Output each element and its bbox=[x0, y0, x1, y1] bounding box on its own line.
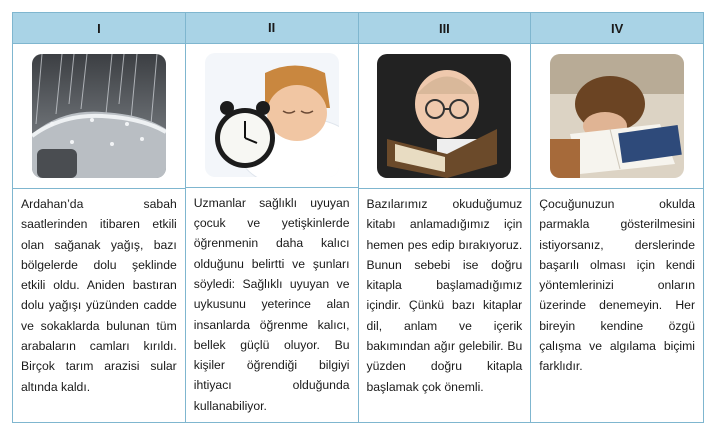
column-text: Bazılarımız okuduğumuz kitabı anlamadığımız için hemen pes edip bırakıyoruz. Bunun sebebi ise doğru kitapla başlamadığımız içindir. Çünkü bazı kitaplar dil, anlam ve içerik bakımından ağır gelebilir. Bu yüzden doğru kitapla başlamak çok önemli. bbox=[366, 197, 523, 394]
image-cell bbox=[13, 44, 185, 189]
sleeping-child-alarm-clock-photo bbox=[205, 53, 339, 177]
column-text: Uzmanlar sağlıklı uyuyan çocuk ve yetişkinlerde öğrenmenin daha kalıcı olduğunu belirtti ve şunları söyledi: Sağlıklı uyuyan ve uykusunu yeterince alan insanlarda öğrenme kalıcı, bellek güçlü oluyor. Bu kişiler öğrendiği bilgiyi ihtiyacı olduğunda kullanabiliyor. bbox=[193, 195, 350, 413]
comparison-table bbox=[12, 12, 704, 423]
hail-on-car-photo bbox=[32, 54, 166, 178]
baby-reading-book-photo bbox=[377, 54, 511, 178]
image-cell bbox=[186, 44, 358, 188]
image-cell bbox=[531, 44, 703, 189]
column-text: Çocuğunuzun okulda parmakla gösterilmesini istiyorsanız, derslerinde başarılı olması için kendi yöntemlerinizi onların üzerinde denemeyin. Her bireyin kendine özgü çalışma ve algılama biçimi farklıdır. bbox=[539, 197, 695, 374]
column-2 bbox=[186, 13, 359, 422]
column-text: Ardahan’da sabah saatlerinden itibaren etkili olan sağanak yağış, bazı bölgelerde dolu şeklinde etkili oldu. Aniden bastıran dolu yağışı yüzünden cadde ve sokaklarda bulunan tüm arabaların camları kırıldı. Birçok tarım arazisi sular altında kaldı. bbox=[21, 197, 177, 394]
boy-asleep-on-books-photo bbox=[550, 54, 684, 178]
column-1 bbox=[13, 13, 186, 422]
column-header: IV bbox=[531, 13, 703, 44]
column-header: I bbox=[13, 13, 185, 44]
column-header: II bbox=[186, 13, 358, 44]
column-header: III bbox=[359, 13, 531, 44]
column-4 bbox=[531, 13, 703, 422]
column-3 bbox=[359, 13, 532, 422]
image-cell bbox=[359, 44, 531, 189]
